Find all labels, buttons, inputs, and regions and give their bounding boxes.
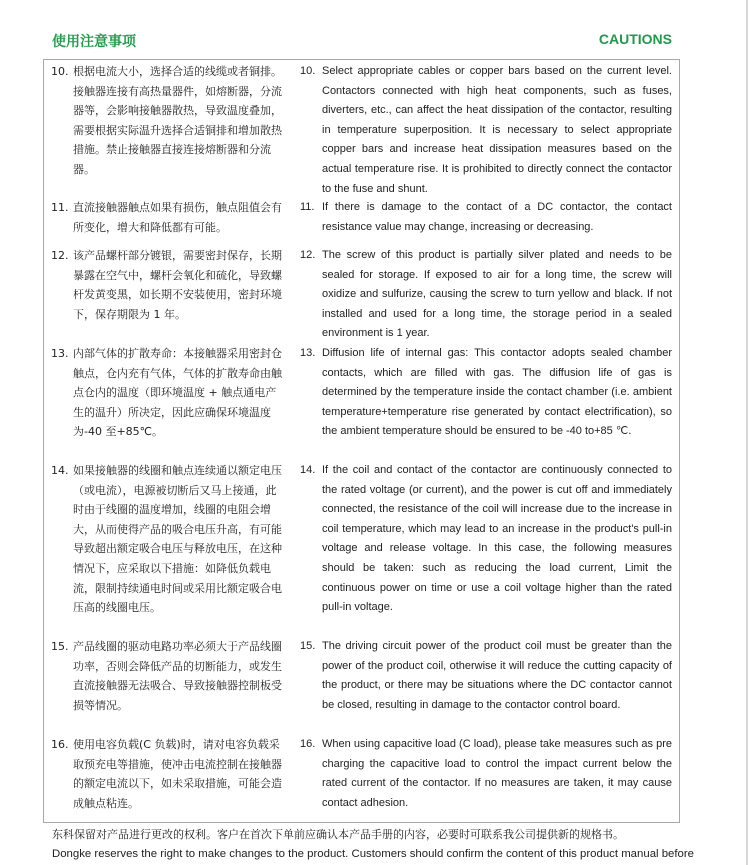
footer-note-en: Dongke reserves the right to make changes to the product. Customers should confirm the content of this product manual before (52, 848, 695, 860)
caution-text-en: The screw of this product is partially silver plated and needs to be sealed for storage. If exposed to air for a long time, the screw will oxidize and sulfurize, causing the screw to turn yellow and black. If not installed and used for a long time, the storage period in a sealed environment is 1 year. (322, 249, 672, 340)
caution-text-en: The driving circuit power of the product coil must be greater than the power of the product coil, otherwise it will reduce the cutting capacity of the product, or there may be situations where the DC contactor cannot be closed, resulting in damage to the contactor control board. (322, 640, 672, 711)
item-number: 12. (300, 249, 316, 261)
item-number: 10. (300, 65, 316, 77)
item-number: 14. (300, 464, 316, 476)
caution-text-en: When using capacitive load (C load), please take measures such as pre charging the capacitive load to control the impact current below the rated current of the contactor. If no measures are taken, it may cause contact adhesion. (322, 738, 672, 809)
caution-text-cn: 使用电容负载(C 负载)时，请对电容负载采取预充电等措施，使冲击电流控制在接触器的额定电流以下，如未采取措施，可能会造成触点粘连。 (73, 738, 282, 810)
item-number: 11. (51, 201, 69, 214)
caution-text-en: If the coil and contact of the contactor are continuously connected to the rated voltage (or current), and the power is cut off and immediately connected, the resistance of the coil will increase due to the increase in coil temperature, which may lead to an increase in the product's pull-in voltage and release voltage. In this case, the following measures should be taken: such as reducing the load current, Limit the continuous power on time or use a coil voltage higher than the rated pull-in voltage. (322, 464, 672, 614)
item-number: 12. (51, 249, 69, 262)
item-number: 14. (51, 464, 69, 477)
cautions-table (43, 59, 680, 823)
caution-text-cn: 该产品螺杆部分镀银，需要密封保存，长期暴露在空气中，螺杆会氧化和硫化，导致螺杆发黄变黑，如长期不安装使用，密封环境下，保存期限为 1 年。 (73, 249, 282, 321)
caution-text-en: Diffusion life of internal gas: This contactor adopts sealed chamber contacts, which are filled with gas. The diffusion life of gas is determined by the temperature inside the contact chamber (i.e. ambient temperature+temperature rise generated by contact electrification), so the ambient temperature should be ensured to be -40 to+85 ℃. (322, 347, 672, 438)
item-number: 15. (300, 640, 316, 652)
caution-text-cn: 根据电流大小，选择合适的线缆或者铜排。接触器连接有高热量器件，如熔断器，分流器等，会影响接触器散热，导致温度叠加，需要根据实际温升选择合适铜排和增加散热措施。禁止接触器直接连接熔断器和分流器。 (73, 65, 282, 176)
item-number: 10. (51, 65, 69, 78)
item-number: 13. (300, 347, 316, 359)
caution-text-cn: 如果接触器的线圈和触点连续通以额定电压（或电流），电源被切断后又马上接通，此时由于线圈的温度增加，线圈的电阻会增大，从而使得产品的吸合电压升高，有可能导致超出额定吸合电压与释放电压，在这种情况下，应采取以下措施：如降低负载电流，限制持续通电时间或采用比额定吸合电压高的线圈电压。 (73, 464, 282, 615)
caution-text-en: Select appropriate cables or copper bars based on the current level. Contactors connected with high heat components, such as fuses, diverters, etc., can affect the heat dissipation of the contactor, resulting in temperature superposition. It is necessary to select appropriate copper bars and increase heat dissipation measures based on the actual temperature rise. It is prohibited to directly connect the contactor to the fuse and shunt. (322, 65, 672, 195)
caution-text-cn: 内部气体的扩散寿命：本接触器采用密封仓触点，仓内充有气体，气体的扩散寿命由触点仓内的温度（即环境温度 + 触点通电产生的温升）所决定，因此应确保环境温度为-40 至+85℃。 (73, 347, 282, 439)
page-title-cn: 使用注意事项 (52, 34, 136, 50)
caution-text-cn: 产品线圈的驱动电路功率必须大于产品线圈功率，否则会降低产品的切断能力，或发生直流接触器无法吸合、导致接触器控制板受损等情况。 (73, 640, 282, 712)
page-title-en: CAUTIONS (598, 31, 672, 47)
footer-note-cn: 东科保留对产品进行更改的权利。客户在首次下单前应确认本产品手册的内容，必要时可联系我公司提供新的规格书。 (52, 828, 624, 841)
caution-text-en: If there is damage to the contact of a DC contactor, the contact resistance value may change, increasing or decreasing. (322, 201, 672, 233)
item-number: 13. (51, 347, 69, 360)
item-number: 16. (300, 738, 316, 750)
item-number: 16. (51, 738, 69, 751)
item-number: 15. (51, 640, 69, 653)
page-edge (746, 0, 748, 865)
caution-text-cn: 直流接触器触点如果有损伤，触点阻值会有所变化，增大和降低都有可能。 (73, 201, 282, 234)
item-number: 11. (300, 201, 315, 213)
